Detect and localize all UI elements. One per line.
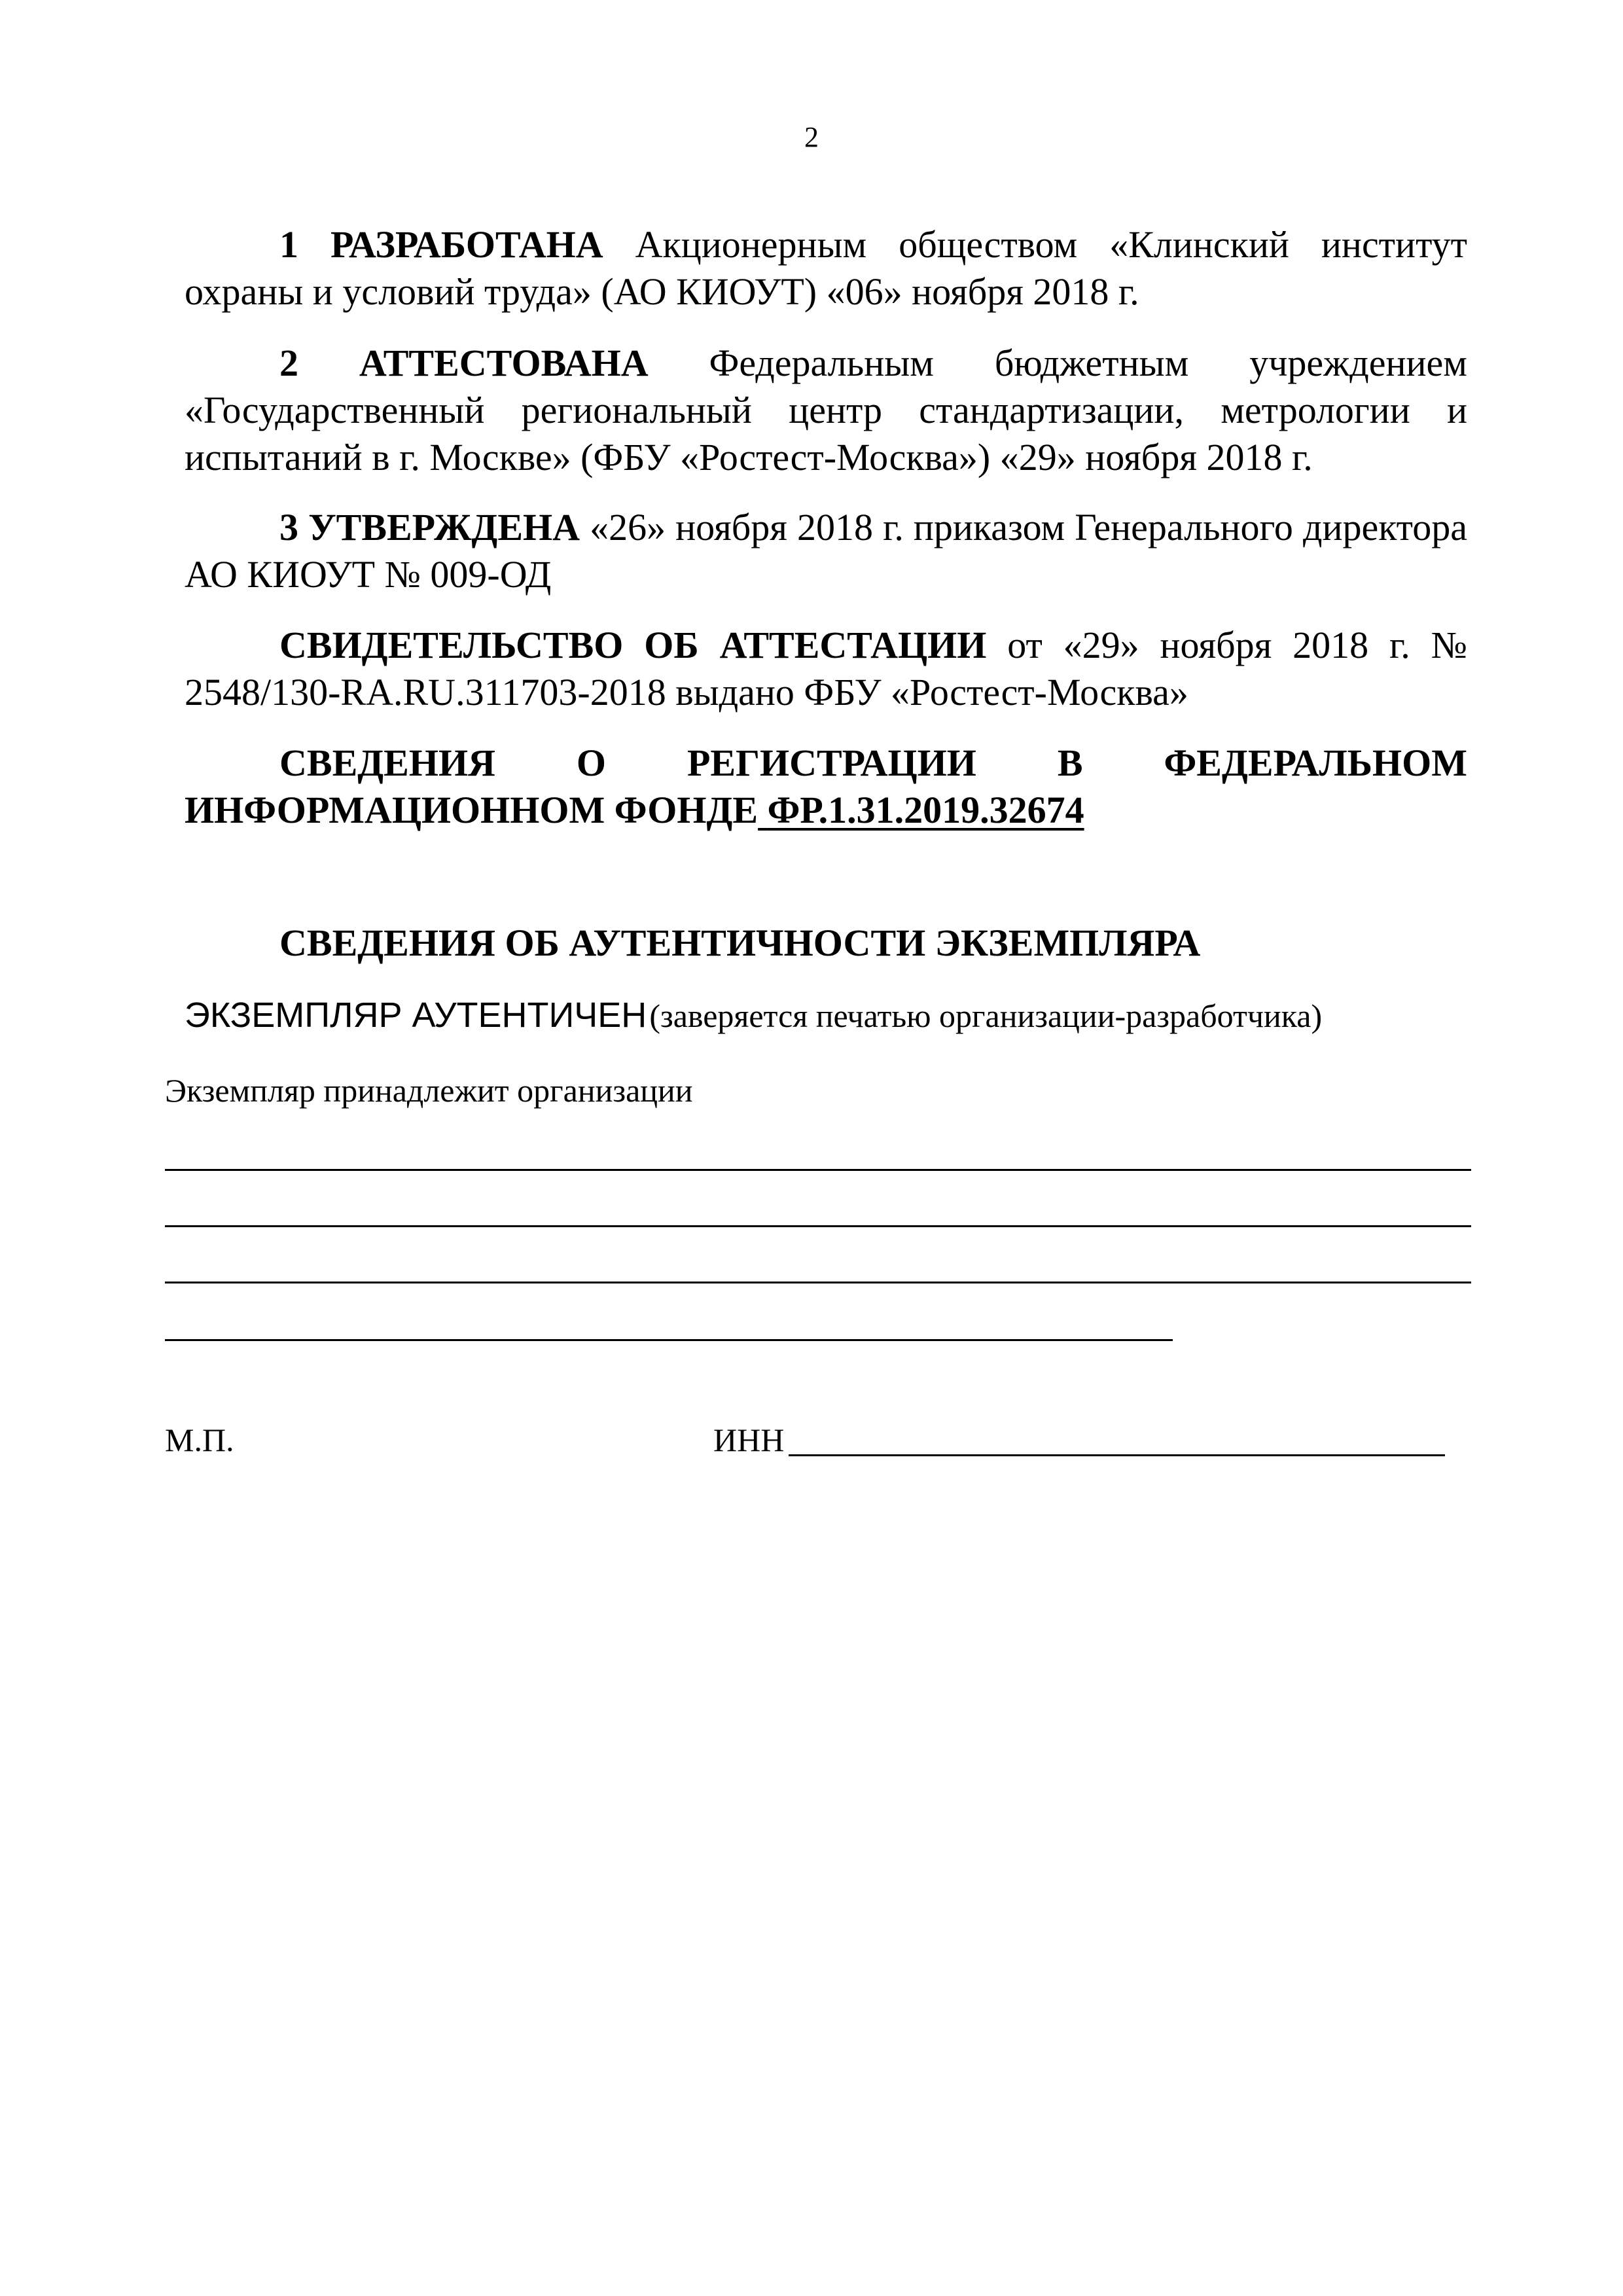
authenticity-statement: ЭКЗЕМПЛЯР АУТЕНТИЧЕН xyxy=(185,996,647,1035)
section-developed xyxy=(185,221,1467,315)
authenticity-statement-line xyxy=(185,992,1322,1048)
registration-number: ФР.1.31.2019.32674 xyxy=(767,789,1084,831)
section-text: Акционерным обществом «Клинский институт охраны и условий труда» (АО КИОУТ) «06» ноября 2018 г. xyxy=(185,223,1467,313)
organization-fill-line[interactable] xyxy=(165,1169,1471,1171)
section-text: «26» ноября 2018 г. приказом Генерального директора АО КИОУТ № 009-ОД xyxy=(185,506,1467,596)
section-approved xyxy=(185,504,1467,598)
authenticity-heading: СВЕДЕНИЯ ОБ АУТЕНТИЧНОСТИ ЭКЗЕМПЛЯРА xyxy=(279,922,1201,964)
section-heading: АТТЕСТОВАНА xyxy=(359,342,649,384)
organization-fill-line[interactable] xyxy=(165,1225,1471,1227)
authenticity-note: (заверяется печатью организации-разработчика) xyxy=(649,997,1323,1034)
inn-fill-line[interactable] xyxy=(789,1454,1445,1456)
section-attested xyxy=(185,340,1467,481)
registration-paragraph xyxy=(185,740,1467,834)
certificate-heading: СВИДЕТЕЛЬСТВО ОБ АТТЕСТАЦИИ xyxy=(279,624,987,666)
section-number: 2 xyxy=(279,342,298,384)
stamp-label: М.П. xyxy=(165,1422,234,1458)
certificate-paragraph xyxy=(185,622,1467,716)
inn-label: ИНН xyxy=(713,1422,785,1458)
page-number: 2 xyxy=(804,121,819,153)
section-heading: УТВЕРЖДЕНА xyxy=(308,506,580,548)
certificate-text: от «29» ноября 2018 г. № 2548/130-RA.RU.311703-2018 выдано ФБУ «Ростест-Москва» xyxy=(185,624,1468,713)
organization-fill-line[interactable] xyxy=(165,1282,1471,1283)
section-number: 3 xyxy=(279,506,298,548)
section-heading: РАЗРАБОТАНА xyxy=(330,223,603,266)
section-number: 1 xyxy=(279,223,298,266)
section-text: Федеральным бюджетным учреждением «Государственный региональный центр стандартизации, метрологии и испытаний в г. Москве» (ФБУ «Ростест-Москва») «29» ноября 2018 г. xyxy=(185,342,1467,478)
organization-fill-line[interactable] xyxy=(165,1339,1173,1341)
registration-heading: СВЕДЕНИЯ О РЕГИСТРАЦИИ В ФЕДЕРАЛЬНОМ ИНФОРМАЦИОННОМ ФОНДЕ xyxy=(185,742,1467,831)
ownership-label: Экземпляр принадлежит организации xyxy=(165,1072,693,1109)
